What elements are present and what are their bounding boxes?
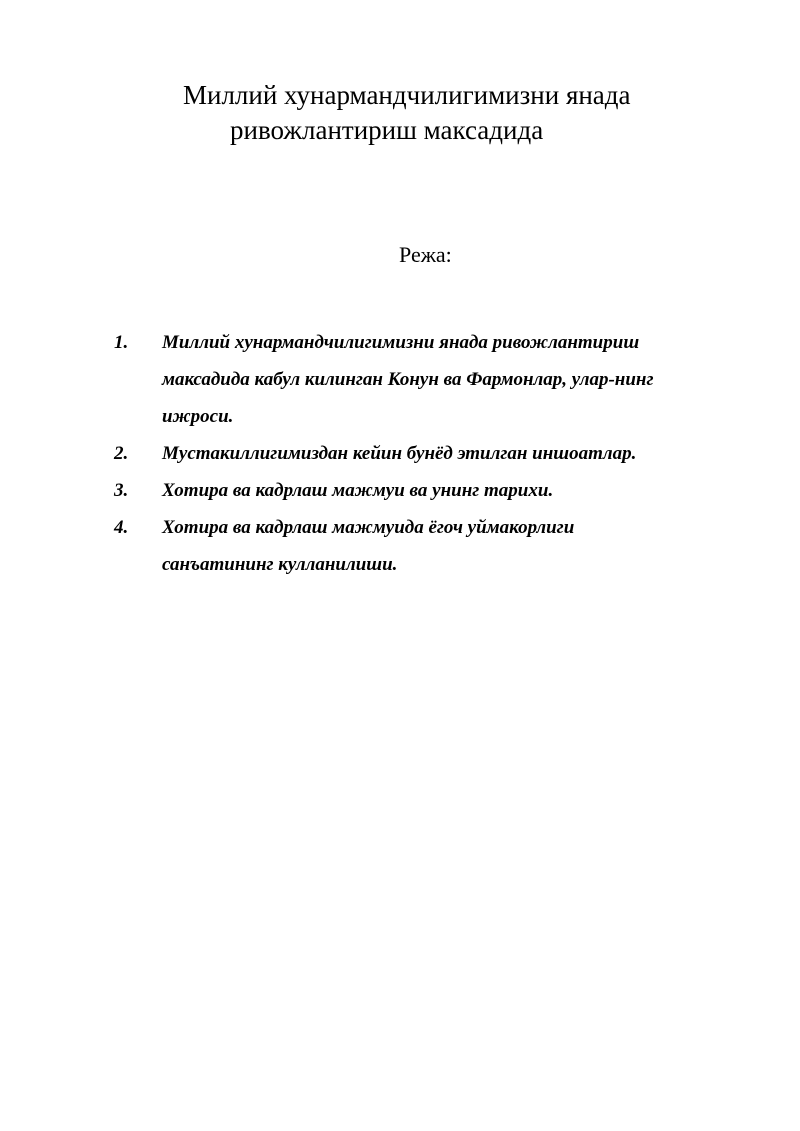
plan-item-line: Мустакиллигимиздан кейин бунёд этилган иншоатлар.	[162, 443, 637, 464]
plan-item-number: 2.	[114, 443, 129, 464]
plan-item	[114, 472, 734, 509]
plan-item-line: Хотира ва кадрлаш мажмуи ва унинг тарихи.	[162, 480, 554, 501]
plan-heading: Режа:	[399, 242, 452, 267]
title-line-2: ривожлантириш максадида	[230, 115, 544, 145]
plan-item-line: ижроси.	[162, 406, 234, 427]
plan-item	[114, 324, 734, 435]
plan-item	[114, 435, 734, 472]
plan-item-number: 1.	[114, 332, 129, 353]
plan-item-line: максадида кабул килинган Конун ва Фармонлар, улар-нинг	[162, 369, 654, 390]
plan-item-line: Хотира ва кадрлаш мажмуида ёгоч уймакорлиги	[162, 517, 575, 538]
plan-item-number: 4.	[114, 517, 129, 538]
plan-list	[114, 324, 734, 583]
plan-item-line: санъатининг кулланилиши.	[162, 554, 398, 575]
plan-item-line: Миллий хунармандчилигимизни янада ривожлантириш	[162, 332, 640, 353]
plan-item	[114, 509, 734, 583]
title-line-1: Миллий хунармандчилигимизни янада	[183, 80, 631, 110]
plan-item-number: 3.	[114, 480, 129, 501]
